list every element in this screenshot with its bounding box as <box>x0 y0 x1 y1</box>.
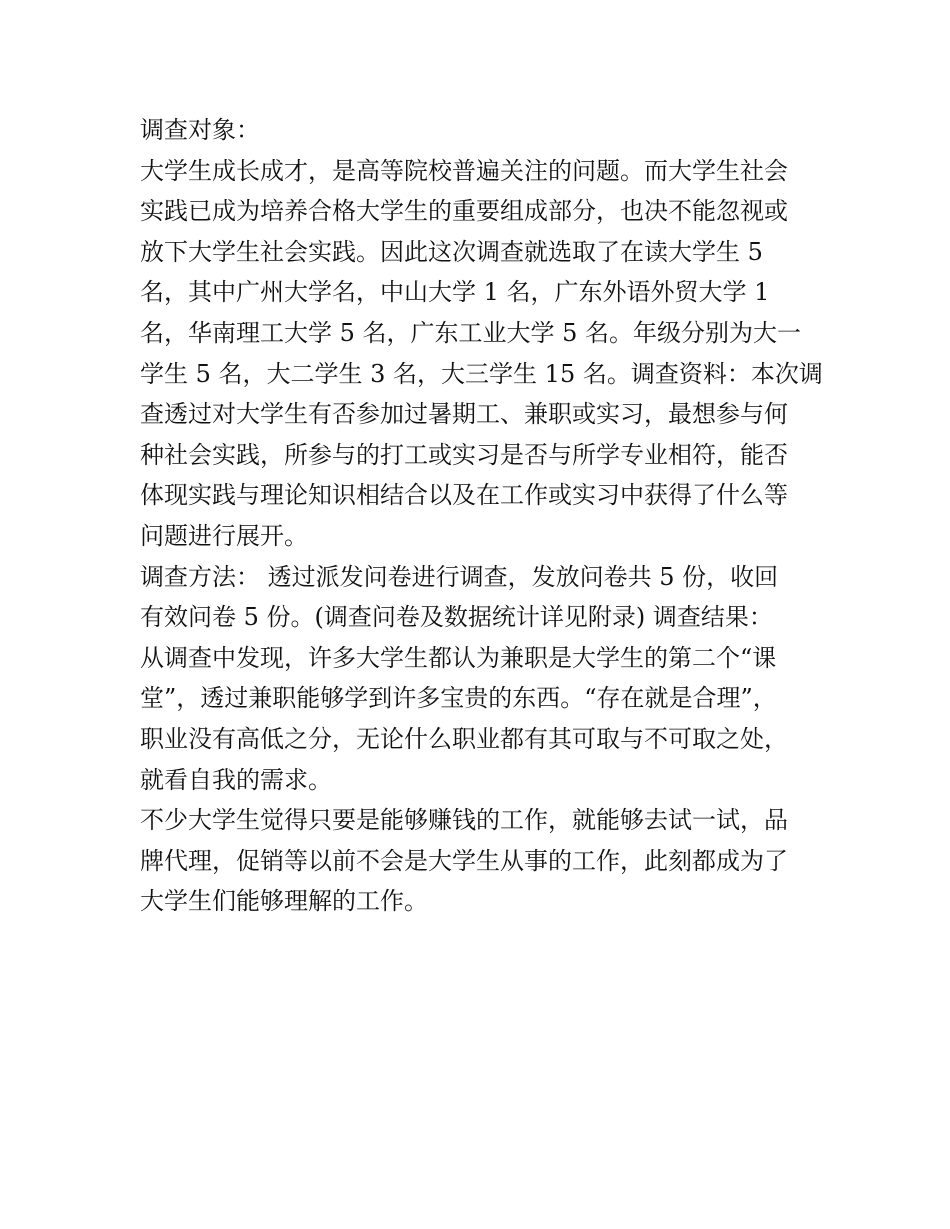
text-line: 职业没有高低之分，无论什么职业都有其可取与不可取之处， <box>140 724 788 753</box>
text-line: 堂”，透过兼职能够学到许多宝贵的东西。“存在就是合理”， <box>140 684 777 713</box>
document-body <box>140 110 823 922</box>
text-line: 牌代理，促销等以前不会是大学生从事的工作，此刻都成为了 <box>140 846 788 875</box>
text-line: 从调查中发现，许多大学生都认为兼职是大学生的第二个“课 <box>140 643 777 672</box>
text-line: 放下大学生社会实践。因此这次调查就选取了在读大学生 5 <box>140 237 763 266</box>
text-line: 调查对象： <box>140 116 260 144</box>
text-line: 名，其中广州大学名，中山大学 1 名，广东外语外贸大学 1 <box>140 278 770 307</box>
text-line: 名，华南理工大学 5 名，广东工业大学 5 名。年级分别为大一 <box>140 318 802 347</box>
text-line: 有效问卷 5 份。(调查问卷及数据统计详见附录) 调查结果： <box>140 603 773 632</box>
text-line: 不少大学生觉得只要是能够赚钱的工作，就能够去试一试，品 <box>140 806 788 835</box>
text-line: 调查方法： 透过派发问卷进行调查，发放问卷共 5 份，收回 <box>140 562 779 591</box>
text-line: 学生 5 名，大二学生 3 名，大三学生 15 名。调查资料：本次调 <box>140 359 823 388</box>
text-line: 实践已成为培养合格大学生的重要组成部分，也决不能忽视或 <box>140 197 788 226</box>
text-line: 体现实践与理论知识相结合以及在工作或实习中获得了什么等 <box>140 481 788 510</box>
text-line: 大学生们能够理解的工作。 <box>140 887 428 916</box>
text-line: 种社会实践，所参与的打工或实习是否与所学专业相符，能否 <box>140 440 788 469</box>
text-line: 查透过对大学生有否参加过暑期工、兼职或实习，最想参与何 <box>140 400 788 429</box>
text-line: 大学生成长成才，是高等院校普遍关注的问题。而大学生社会 <box>140 156 788 185</box>
text-line: 就看自我的需求。 <box>140 765 332 794</box>
text-line: 问题进行展开。 <box>140 521 308 550</box>
